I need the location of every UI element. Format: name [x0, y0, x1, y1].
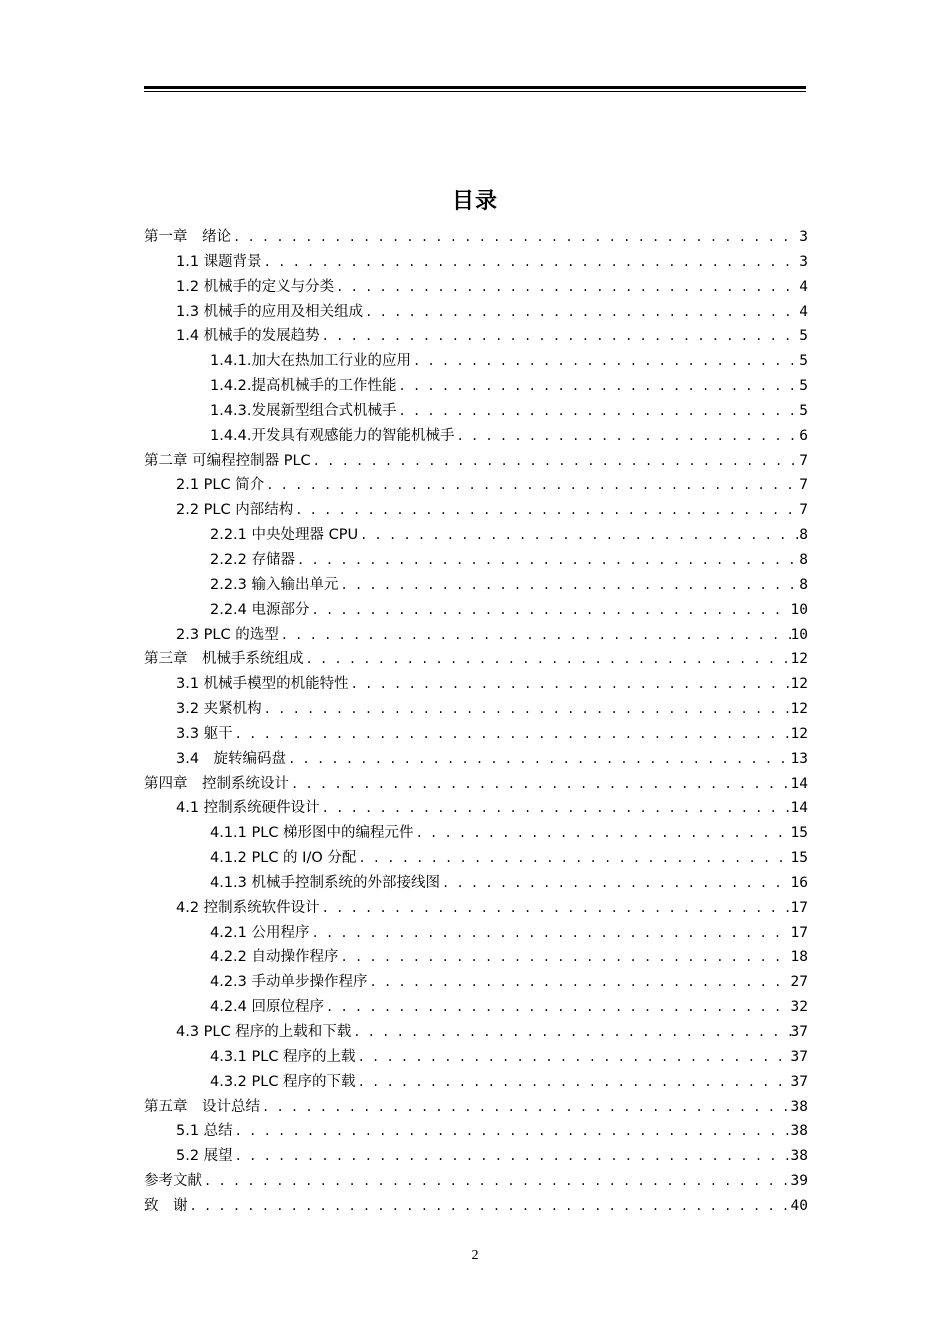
- toc-entry[interactable]: [144, 1169, 808, 1194]
- toc-entry[interactable]: [144, 945, 808, 970]
- toc-entry-page: 12: [790, 701, 808, 718]
- toc-leader-dots: [202, 1169, 791, 1194]
- toc-entry[interactable]: [144, 672, 808, 697]
- toc-leader-dots: [320, 896, 791, 921]
- toc-entry-page: 5: [799, 328, 808, 345]
- toc-entry[interactable]: [144, 449, 808, 474]
- toc-entry-page: 38: [790, 1148, 808, 1165]
- toc-entry-title: 3.2 夹紧机构: [176, 701, 262, 718]
- toc-entry[interactable]: [144, 1119, 808, 1144]
- toc-entry-title: 4.1.2 PLC 的 I/O 分配: [210, 850, 357, 867]
- toc-entry-title: 2.1 PLC 简介: [176, 477, 265, 494]
- toc-leader-dots: [233, 1144, 791, 1169]
- toc-entry-title: 1.4 机械手的发展趋势: [176, 328, 320, 345]
- toc-entry[interactable]: [144, 374, 808, 399]
- toc-leader-dots: [351, 1020, 790, 1045]
- toc-entry-title: 2.2.2 存储器: [210, 551, 296, 568]
- toc-entry-title: 2.2.3 输入输出单元: [210, 576, 339, 593]
- toc-leader-dots: [286, 747, 790, 772]
- header-rule-thick: [144, 86, 806, 89]
- toc-leader-dots: [310, 598, 791, 623]
- toc-entry-title: 4.3.2 PLC 程序的下载: [210, 1073, 356, 1090]
- toc-leader-dots: [324, 995, 791, 1020]
- toc-entry-page: 12: [790, 725, 808, 742]
- toc-entry-title: 4.2.3 手动单步操作程序: [210, 974, 368, 991]
- toc-entry-title: 4.2.1 公用程序: [210, 924, 310, 941]
- toc-entry-page: 12: [790, 676, 808, 693]
- toc-entry[interactable]: [144, 349, 808, 374]
- toc-entry-page: 7: [799, 502, 808, 519]
- toc-leader-dots: [262, 250, 800, 275]
- toc-entry-page: 38: [790, 1123, 808, 1140]
- toc-entry-page: 7: [799, 452, 808, 469]
- toc-entry-page: 32: [790, 999, 808, 1016]
- toc-entry-page: 18: [790, 949, 808, 966]
- toc-leader-dots: [349, 672, 791, 697]
- toc-entry[interactable]: [144, 1144, 808, 1169]
- toc-leader-dots: [264, 473, 799, 498]
- toc-entry[interactable]: [144, 846, 808, 871]
- toc-entry-title: 1.4.4.开发具有观感能力的智能机械手: [210, 427, 455, 444]
- toc-entry[interactable]: [144, 623, 808, 648]
- toc-entry[interactable]: [144, 796, 808, 821]
- toc-entry-title: 1.2 机械手的定义与分类: [176, 278, 335, 295]
- toc-leader-dots: [188, 1194, 791, 1219]
- toc-entry-page: 3: [799, 229, 808, 245]
- toc-entry-page: 3: [799, 253, 808, 270]
- toc-entry-title: 4.1.3 机械手控制系统的外部接线图: [210, 874, 441, 891]
- toc-leader-dots: [231, 225, 799, 250]
- toc-entry-page: 4: [799, 278, 808, 295]
- toc-entry[interactable]: [144, 722, 808, 747]
- toc-entry-title: 1.4.3.发展新型组合式机械手: [210, 402, 397, 419]
- toc-entry-title: 第四章 控制系统设计: [144, 775, 289, 792]
- toc-entry[interactable]: [144, 995, 808, 1020]
- toc-entry[interactable]: [144, 1095, 808, 1120]
- toc-entry[interactable]: [144, 548, 808, 573]
- toc-entry-title: 5.1 总结: [176, 1123, 233, 1140]
- toc-entry[interactable]: [144, 399, 808, 424]
- toc-entry-page: 8: [799, 576, 808, 593]
- toc-entry-page: 17: [790, 924, 808, 941]
- toc-entry-title: 第三章 机械手系统组成: [144, 651, 304, 668]
- toc-entry[interactable]: [144, 747, 808, 772]
- toc-entry-title: 第一章 绪论: [144, 229, 231, 245]
- toc-leader-dots: [334, 275, 799, 300]
- toc-leader-dots: [358, 523, 799, 548]
- toc-leader-dots: [363, 300, 799, 325]
- toc-leader-dots: [411, 349, 799, 374]
- toc-entry-page: 10: [790, 601, 808, 618]
- toc-entry-title: 1.3 机械手的应用及相关组成: [176, 303, 364, 320]
- toc-entry-page: 8: [799, 551, 808, 568]
- toc-entry-title: 2.3 PLC 的选型: [176, 626, 279, 643]
- toc-leader-dots: [304, 647, 791, 672]
- toc-entry-page: 7: [799, 477, 808, 494]
- toc-entry-page: 14: [790, 775, 808, 792]
- toc-leader-dots: [233, 722, 791, 747]
- toc-entry-page: 37: [790, 1073, 808, 1090]
- toc-entry[interactable]: [144, 573, 808, 598]
- toc-entry[interactable]: [144, 896, 808, 921]
- toc-entry-page: 5: [799, 402, 808, 419]
- toc-entry-page: 37: [790, 1048, 808, 1065]
- toc-entry-page: 17: [790, 899, 808, 916]
- toc-entry-title: 参考文献: [144, 1173, 202, 1190]
- toc-entry-page: 15: [790, 850, 808, 867]
- toc-entry-title: 1.4.2.提高机械手的工作性能: [210, 378, 397, 395]
- toc-leader-dots: [311, 449, 800, 474]
- toc-entry[interactable]: [144, 523, 808, 548]
- toc-entry[interactable]: [144, 324, 808, 349]
- toc-entry-title: 4.1 控制系统硬件设计: [176, 800, 320, 817]
- toc-leader-dots: [320, 796, 791, 821]
- toc-entry[interactable]: [144, 772, 808, 797]
- toc-entry[interactable]: [144, 647, 808, 672]
- toc-entry-page: 5: [799, 378, 808, 395]
- toc-entry[interactable]: [144, 498, 808, 523]
- toc-entry-title: 3.3 躯干: [176, 725, 233, 742]
- toc-entry-title: 3.4 旋转编码盘: [176, 750, 287, 767]
- toc-entry-title: 4.2 控制系统软件设计: [176, 899, 320, 916]
- toc-entry[interactable]: [144, 250, 808, 275]
- toc-leader-dots: [356, 1070, 791, 1095]
- toc-entry-title: 4.3.1 PLC 程序的上载: [210, 1048, 356, 1065]
- toc-entry[interactable]: [144, 598, 808, 623]
- toc-leader-dots: [339, 573, 800, 598]
- toc-entry[interactable]: [144, 1045, 808, 1070]
- toc-leader-dots: [293, 498, 799, 523]
- toc-entry-title: 2.2.1 中央处理器 CPU: [210, 527, 359, 544]
- toc-entry-page: 16: [790, 874, 808, 891]
- toc-entry-title: 4.2.4 回原位程序: [210, 999, 325, 1016]
- toc-leader-dots: [356, 846, 790, 871]
- toc-leader-dots: [397, 399, 800, 424]
- header-rule-thin: [144, 91, 806, 92]
- toc-entry-title: 1.1 课题背景: [176, 253, 262, 270]
- toc-entry-title: 2.2.4 电源部分: [210, 601, 310, 618]
- toc-leader-dots: [310, 921, 791, 946]
- toc-entry-title: 5.2 展望: [176, 1148, 233, 1165]
- toc-leader-dots: [368, 970, 791, 995]
- toc-entry-page: 10: [790, 626, 808, 643]
- toc-leader-dots: [397, 374, 800, 399]
- toc-entry-page: 40: [790, 1197, 808, 1214]
- toc-entry-title: 4.3 PLC 程序的上载和下载: [176, 1024, 352, 1040]
- toc-entry-page: 37: [790, 1024, 808, 1040]
- toc-title: 目录: [451, 189, 498, 214]
- toc-entry-title: 第五章 设计总结: [144, 1098, 260, 1115]
- toc-entry-title: 1.4.1.加大在热加工行业的应用: [210, 353, 412, 370]
- toc-entry-page: 27: [790, 974, 808, 991]
- toc-leader-dots: [339, 945, 791, 970]
- toc-entry-title: 致 谢: [144, 1197, 188, 1214]
- toc-leader-dots: [279, 623, 791, 648]
- toc-entry-page: 12: [790, 651, 808, 668]
- toc-entry[interactable]: [144, 1020, 808, 1045]
- toc-entry[interactable]: [144, 275, 808, 300]
- table-of-contents: [144, 225, 808, 1219]
- toc-entry[interactable]: [144, 424, 808, 449]
- toc-leader-dots: [233, 1119, 791, 1144]
- toc-entry[interactable]: [144, 300, 808, 325]
- toc-entry[interactable]: [144, 970, 808, 995]
- toc-entry-page: 39: [790, 1173, 808, 1190]
- toc-entry-page: 15: [790, 825, 808, 842]
- toc-entry-page: 14: [790, 800, 808, 817]
- toc-entry-page: 38: [790, 1098, 808, 1115]
- toc-entry[interactable]: [144, 473, 808, 498]
- toc-entry-title: 4.2.2 自动操作程序: [210, 949, 339, 966]
- toc-leader-dots: [289, 772, 791, 797]
- toc-entry-page: 5: [799, 353, 808, 370]
- toc-leader-dots: [414, 821, 791, 846]
- toc-leader-dots: [262, 697, 791, 722]
- toc-entry[interactable]: [144, 697, 808, 722]
- toc-leader-dots: [295, 548, 799, 573]
- toc-entry-page: 13: [790, 750, 808, 767]
- toc-entry-title: 4.1.1 PLC 梯形图中的编程元件: [210, 825, 414, 842]
- toc-entry[interactable]: [144, 225, 808, 250]
- toc-entry-title: 2.2 PLC 内部结构: [176, 502, 294, 519]
- toc-entry[interactable]: [144, 821, 808, 846]
- toc-leader-dots: [356, 1045, 791, 1070]
- toc-entry[interactable]: [144, 1194, 808, 1219]
- toc-leader-dots: [260, 1095, 791, 1120]
- page-number: 2: [471, 1248, 479, 1263]
- toc-entry[interactable]: [144, 921, 808, 946]
- toc-entry[interactable]: [144, 1070, 808, 1095]
- toc-entry-page: 4: [799, 303, 808, 320]
- toc-entry[interactable]: [144, 871, 808, 896]
- toc-leader-dots: [455, 424, 800, 449]
- toc-entry-title: 3.1 机械手模型的机能特性: [176, 676, 349, 693]
- toc-entry-title: 第二章 可编程控制器 PLC: [144, 452, 311, 469]
- toc-entry-page: 6: [799, 427, 808, 444]
- toc-leader-dots: [440, 871, 791, 896]
- toc-leader-dots: [320, 324, 800, 349]
- toc-entry-page: 8: [799, 527, 808, 544]
